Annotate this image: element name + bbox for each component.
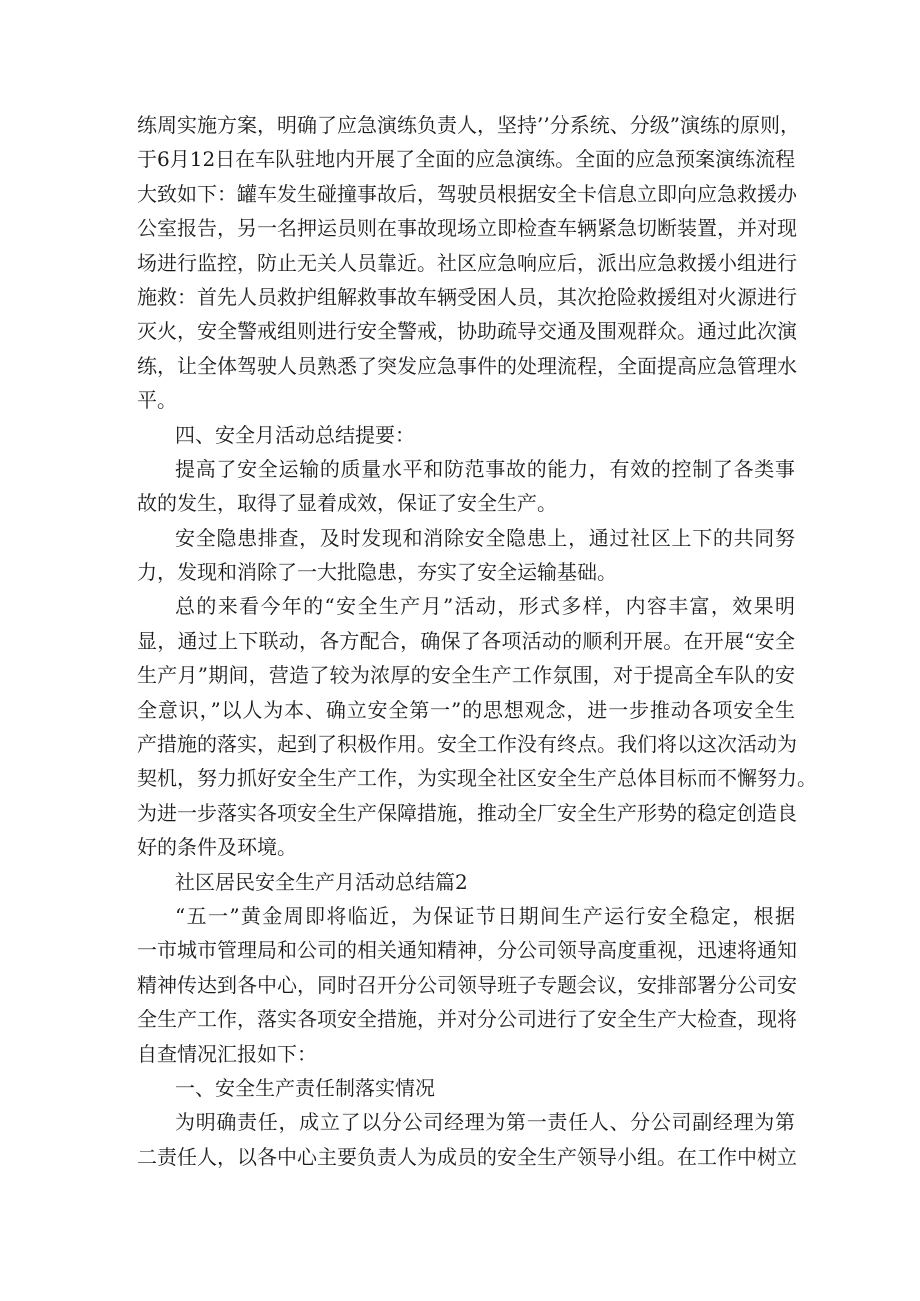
paragraph-quality <box>137 452 795 521</box>
section-heading-one <box>137 1071 795 1105</box>
text-line: 灭火，安全警戒组则进行安全警戒，协助疏导交通及围观群众。通过此次演 <box>137 319 797 344</box>
text-line: 生产月”期间，营造了较为浓厚的安全生产工作氛围，对于提高全车队的安 <box>137 663 795 688</box>
text-line: 为明确责任，成立了以分公司经理为第一责任人、分公司副经理为第 <box>175 1110 795 1135</box>
text-line: 练周实施方案，明确了应急演练负责人，坚持’’分系统、分级”演练的原则， <box>137 113 800 137</box>
heading-text: 一、安全生产责任制落实情况 <box>175 1075 435 1100</box>
text-line: 一市城市管理局和公司的相关通知精神，分公司领导高度重视，迅速将通知 <box>137 938 797 963</box>
text-line: 场进行监控，防止无关人员靠近。社区应急响应后，派出应急救援小组进行 <box>137 250 797 275</box>
text-line: “五一”黄金周即将临近，为保证节日期间生产运行安全稳定，根据 <box>175 903 795 928</box>
text-line: 练，让全体驾驶人员熟悉了突发应急事件的处理流程，全面提高应急管理水 <box>137 353 797 378</box>
paragraph-emergency-drill <box>137 108 800 418</box>
text-line: 契机，努力抓好安全生产工作，为实现全社区安全生产总体目标而不懈努力。 <box>137 766 817 791</box>
heading-text: 四、安全月活动总结提要： <box>175 422 415 447</box>
paragraph-responsibility <box>137 1105 795 1174</box>
text-line: 精神传达到各中心，同时召开分公司领导班子专题会议，安排部署分公司安 <box>137 972 797 997</box>
text-line: 平。 <box>137 388 177 413</box>
paragraph-hazard-check <box>137 521 795 590</box>
text-line: 公室报告，另一名押运员则在事故现场立即检查车辆紧急切断装置，并对现 <box>137 216 797 241</box>
paragraph-summary <box>137 589 817 864</box>
text-line: 力，发现和消除了一大批隐患，夯实了安全运输基础。 <box>137 560 617 585</box>
text-line: 大致如下：罐车发生碰撞事故后，驾驶员根据安全卡信息立即向应急救援办 <box>137 181 797 206</box>
text-line: 为进一步落实各项安全生产保障措施，推动全厂安全生产形势的稳定创造良 <box>137 800 797 825</box>
article-title-2 <box>137 865 795 899</box>
text-line: 产措施的落实，起到了积极作用。安全工作没有终点。我们将以这次活动为 <box>137 732 797 757</box>
text-line: 安全隐患排查，及时发现和消除安全隐患上，通过社区上下的共同努 <box>175 525 795 550</box>
text-line: 总的来看今年的“安全生产月”活动，形式多样，内容丰富，效果明 <box>175 594 795 619</box>
text-line: 好的条件及环境。 <box>137 835 297 860</box>
text-line: 故的发生，取得了显着成效，保证了安全生产。 <box>137 491 557 516</box>
text-line: 自查情况汇报如下： <box>137 1041 317 1066</box>
text-line: 二责任人，以各中心主要负责人为成员的安全生产领导小组。在工作中树立 <box>137 1144 797 1169</box>
text-line: 显，通过上下联动，各方配合，确保了各项活动的顺利开展。在开展“安全 <box>137 628 795 653</box>
document-body <box>137 108 817 1174</box>
text-line: 提高了安全运输的质量水平和防范事故的能力，有效的控制了各类事 <box>175 456 795 481</box>
text-line: 施救：首先人员救护组解救事故车辆受困人员，其次抢险救援组对火源进行 <box>137 284 797 309</box>
text-line: 于6月12日在车队驻地内开展了全面的应急演练。全面的应急预案演练流程 <box>137 147 796 172</box>
text-line: 全意识，”以人为本、确立安全第一”的思想观念，进一步推动各项安全生 <box>137 697 795 722</box>
section-heading-four <box>137 418 795 452</box>
paragraph-may-day <box>137 899 795 1071</box>
article-title-text: 社区居民安全生产月活动总结篇2 <box>175 869 468 894</box>
text-line: 全生产工作，落实各项安全措施，并对分公司进行了安全生产大检查，现将 <box>137 1007 797 1032</box>
